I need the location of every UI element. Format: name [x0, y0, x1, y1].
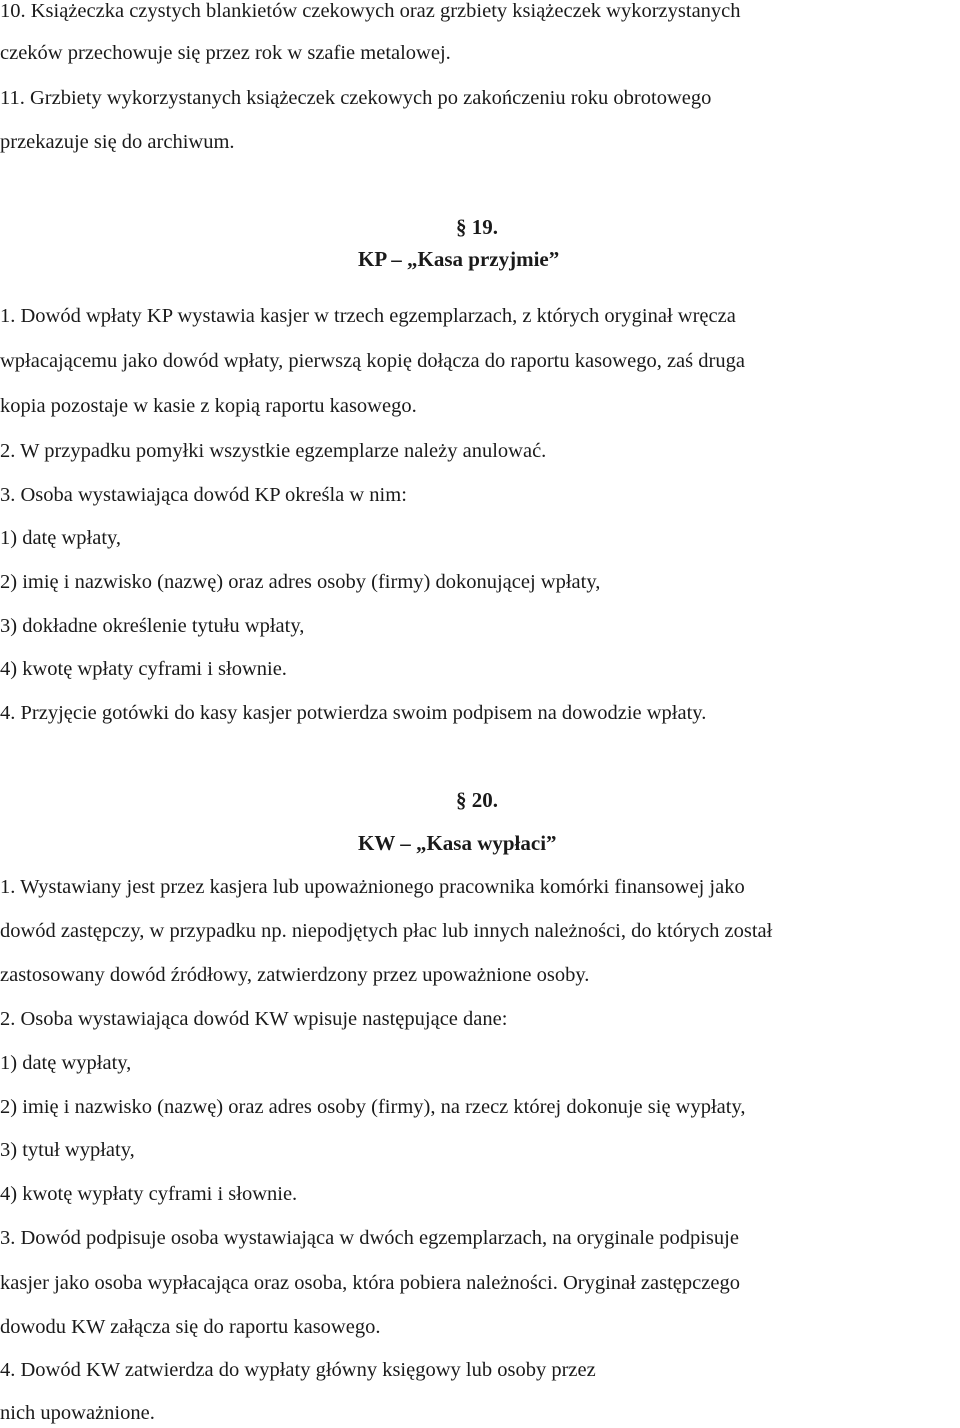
paragraph-line: kopia pozostaje w kasie z kopią raportu kasowego. [0, 395, 417, 417]
list-item: 2) imię i nazwisko (nazwę) oraz adres osoby (firmy) dokonującej wpłaty, [0, 571, 601, 593]
section-number: § 19. [456, 215, 498, 239]
list-item: 2) imię i nazwisko (nazwę) oraz adres osoby (firmy), na rzecz której dokonuje się wypłaty, [0, 1096, 746, 1118]
list-item: 1) datę wpłaty, [0, 527, 122, 549]
paragraph-line: kasjer jako osoba wypłacająca oraz osoba, która pobiera należności. Oryginał zastępczego [0, 1272, 740, 1294]
paragraph-line: 3. Dowód podpisuje osoba wystawiająca w dwóch egzemplarzach, na oryginale podpisuje [0, 1227, 739, 1249]
paragraph-line: nich upoważnione. [0, 1402, 155, 1424]
paragraph-line: 4. Przyjęcie gotówki do kasy kasjer potwierdza swoim podpisem na dowodzie wpłaty. [0, 702, 707, 724]
section-number: § 20. [456, 788, 498, 812]
paragraph-line: wpłacającemu jako dowód wpłaty, pierwszą kopię dołącza do raportu kasowego, zaś druga [0, 350, 745, 372]
list-item: 4) kwotę wpłaty cyframi i słownie. [0, 658, 287, 680]
list-item: 3) tytuł wypłaty, [0, 1139, 135, 1161]
paragraph-line: 11. Grzbiety wykorzystanych książeczek czekowych po zakończeniu roku obrotowego [0, 87, 712, 109]
paragraph-line: 3. Osoba wystawiająca dowód KP określa w nim: [0, 484, 407, 506]
list-item: 4) kwotę wypłaty cyframi i słownie. [0, 1183, 298, 1205]
paragraph-line: zastosowany dowód źródłowy, zatwierdzony przez upoważnione osoby. [0, 964, 590, 986]
paragraph-line: 2. W przypadku pomyłki wszystkie egzemplarze należy anulować. [0, 440, 547, 462]
paragraph-line: dowodu KW załącza się do raportu kasowego. [0, 1316, 381, 1338]
paragraph-line: 1. Dowód wpłaty KP wystawia kasjer w trzech egzemplarzach, z których oryginał wręcza [0, 305, 736, 327]
paragraph-line: 2. Osoba wystawiająca dowód KW wpisuje następujące dane: [0, 1008, 508, 1030]
paragraph-line: przekazuje się do archiwum. [0, 131, 235, 153]
paragraph-line: 10. Książeczka czystych blankietów czekowych oraz grzbiety książeczek wykorzystanych [0, 0, 741, 22]
list-item: 1) datę wypłaty, [0, 1052, 132, 1074]
paragraph-line: czeków przechowuje się przez rok w szafie metalowej. [0, 42, 451, 64]
paragraph-line: 4. Dowód KW zatwierdza do wypłaty główny księgowy lub osoby przez [0, 1359, 596, 1381]
list-item: 3) dokładne określenie tytułu wpłaty, [0, 615, 305, 637]
paragraph-line: dowód zastępczy, w przypadku np. niepodjętych płac lub innych należności, do których został [0, 920, 773, 942]
section-title: KW – „Kasa wypłaci” [358, 831, 557, 855]
section-title: KP – „Kasa przyjmie” [358, 247, 560, 271]
paragraph-line: 1. Wystawiany jest przez kasjera lub upoważnionego pracownika komórki finansowej jako [0, 876, 745, 898]
